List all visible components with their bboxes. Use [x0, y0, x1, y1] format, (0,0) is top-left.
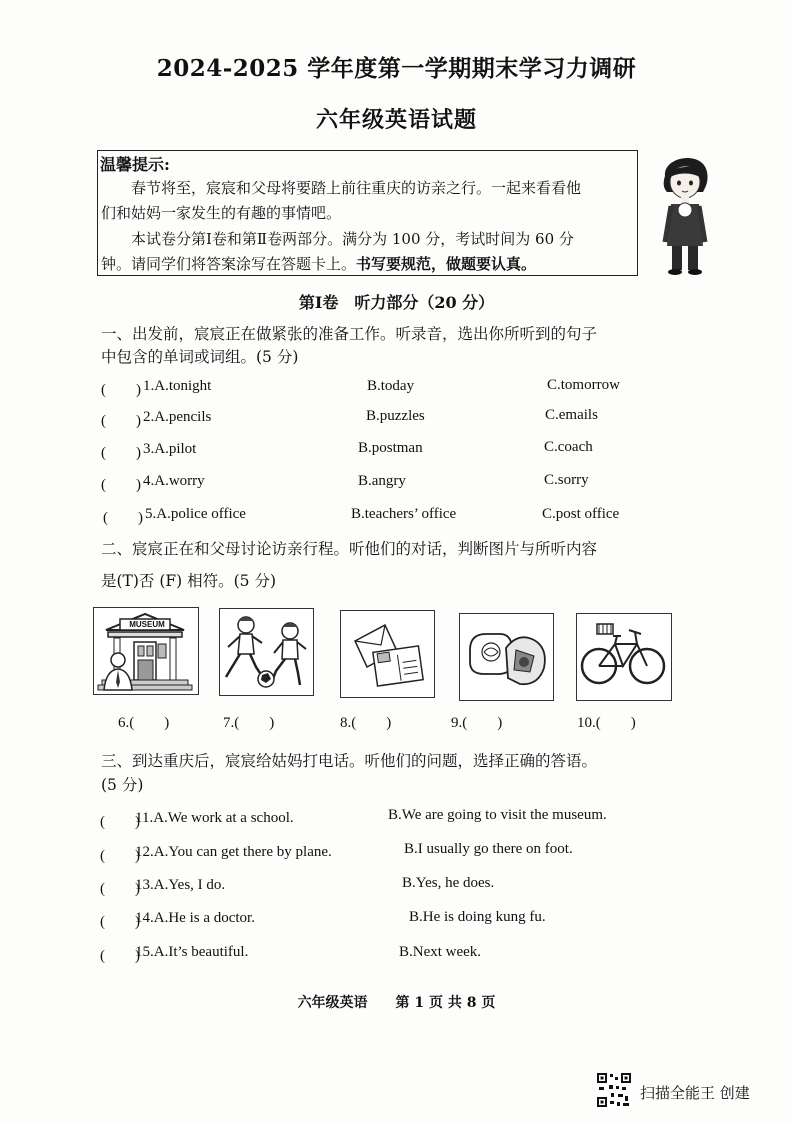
q13-option-a: 13.A.Yes, I do. [135, 877, 226, 893]
q5-paren: ( ) [103, 510, 143, 526]
part3-instruction-line2: (5 分) [101, 776, 144, 794]
q1-option-c: C.tomorrow [547, 377, 620, 393]
tips-line-2: 们和姑妈一家发生的有趣的事情吧。 [101, 204, 342, 222]
q8-label: 8.( ) [340, 715, 392, 731]
q15-option-b: B.Next week. [399, 944, 482, 960]
picture-letters [340, 610, 435, 698]
q13-option-b: B.Yes, he does. [402, 875, 495, 891]
q2-paren: ( ) [101, 413, 141, 429]
q4-option-b: B.angry [358, 473, 406, 489]
q3-paren: ( ) [101, 445, 141, 461]
boy-illustration [655, 148, 715, 276]
tips-line-4 [101, 254, 636, 274]
q4-option-a: 4.A.worry [143, 473, 205, 489]
tips-line-4-bold: 书写要规范，做题要认真。 [356, 255, 537, 273]
q12-option-b: B.I usually go there on foot. [404, 841, 573, 857]
q10-label: 10.( ) [577, 715, 636, 731]
q5-option-c: C.post office [542, 506, 620, 522]
picture-bicycle [576, 613, 672, 701]
page-footer: 六年级英语 第 1 页 共 8 页 [297, 995, 496, 1011]
q4-option-c: C.sorry [544, 472, 589, 488]
q11-option-b: B.We are going to visit the museum. [388, 807, 607, 823]
q2-option-c: C.emails [545, 407, 598, 423]
q3-option-a: 3.A.pilot [143, 441, 197, 457]
exam-subtitle: 六年级英语试题 [315, 107, 477, 133]
exam-title: 2024-2025 学年度第一学期期末学习力调研 [156, 55, 637, 82]
q1-option-a: 1.A.tonight [143, 378, 212, 394]
bicycle-icon [577, 614, 670, 699]
q1-paren: ( ) [101, 382, 141, 398]
qr-code-icon [596, 1072, 632, 1108]
q14-option-b: B.He is doing kung fu. [409, 909, 546, 925]
q9-label: 9.( ) [451, 715, 503, 731]
q5-option-a: 5.A.police office [145, 506, 246, 522]
q12-option-a: 12.A.You can get there by plane. [135, 844, 332, 860]
q5-option-b: B.teachers’ office [351, 506, 457, 522]
q3-option-b: B.postman [358, 440, 423, 456]
museum-sign: MUSEUM [129, 620, 165, 629]
letter-icon [341, 611, 433, 696]
q12-paren: ( ) [100, 848, 140, 864]
part3-instruction-line1: 三、到达重庆后，宸宸给姑妈打电话。听他们的问题，选择正确的答语。 [101, 752, 598, 770]
q2-option-a: 2.A.pencils [143, 409, 212, 425]
picture-mooncakes [459, 613, 554, 701]
q3-option-c: C.coach [544, 439, 593, 455]
part2-instruction-line2: 是(T)否 (F) 相符。(5 分) [101, 572, 277, 590]
q6-label: 6.( ) [118, 715, 170, 731]
part2-instruction-line1: 二、宸宸正在和父母讨论访亲行程。听他们的对话，判断图片与所听内容 [101, 540, 598, 558]
q2-option-b: B.puzzles [366, 408, 425, 424]
mooncake-icon [460, 614, 552, 699]
tips-line-3: 本试卷分第Ⅰ卷和第Ⅱ卷两部分。满分为 100 分，考试时间为 60 分 [131, 230, 574, 248]
q11-paren: ( ) [100, 814, 140, 830]
q7-label: 7.( ) [223, 715, 275, 731]
section-1-title: 第Ⅰ卷 听力部分（20 分） [298, 293, 495, 312]
q13-paren: ( ) [100, 881, 140, 897]
part1-instruction-line2: 中包含的单词或词组。(5 分) [101, 348, 299, 366]
q1-option-b: B.today [367, 378, 415, 394]
tips-heading: 温馨提示: [100, 155, 170, 174]
q14-option-a: 14.A.He is a doctor. [135, 910, 255, 926]
q14-paren: ( ) [100, 914, 140, 930]
q15-option-a: 15.A.It’s beautiful. [135, 944, 249, 960]
picture-museum [93, 607, 199, 695]
football-icon [220, 609, 312, 694]
part1-instruction-line1: 一、出发前，宸宸正在做紧张的准备工作。听录音，选出你所听到的句子 [101, 325, 598, 343]
q15-paren: ( ) [100, 948, 140, 964]
scanner-brand: 扫描全能王 创建 [640, 1084, 750, 1102]
picture-football [219, 608, 314, 696]
tips-line-1: 春节将至，宸宸和父母将要踏上前往重庆的访亲之行。一起来看看他 [131, 179, 582, 197]
q4-paren: ( ) [101, 477, 141, 493]
q11-option-a: 11.A.We work at a school. [135, 810, 294, 826]
tips-line-4-normal: 钟。请同学们将答案涂写在答题卡上。 [101, 255, 357, 273]
